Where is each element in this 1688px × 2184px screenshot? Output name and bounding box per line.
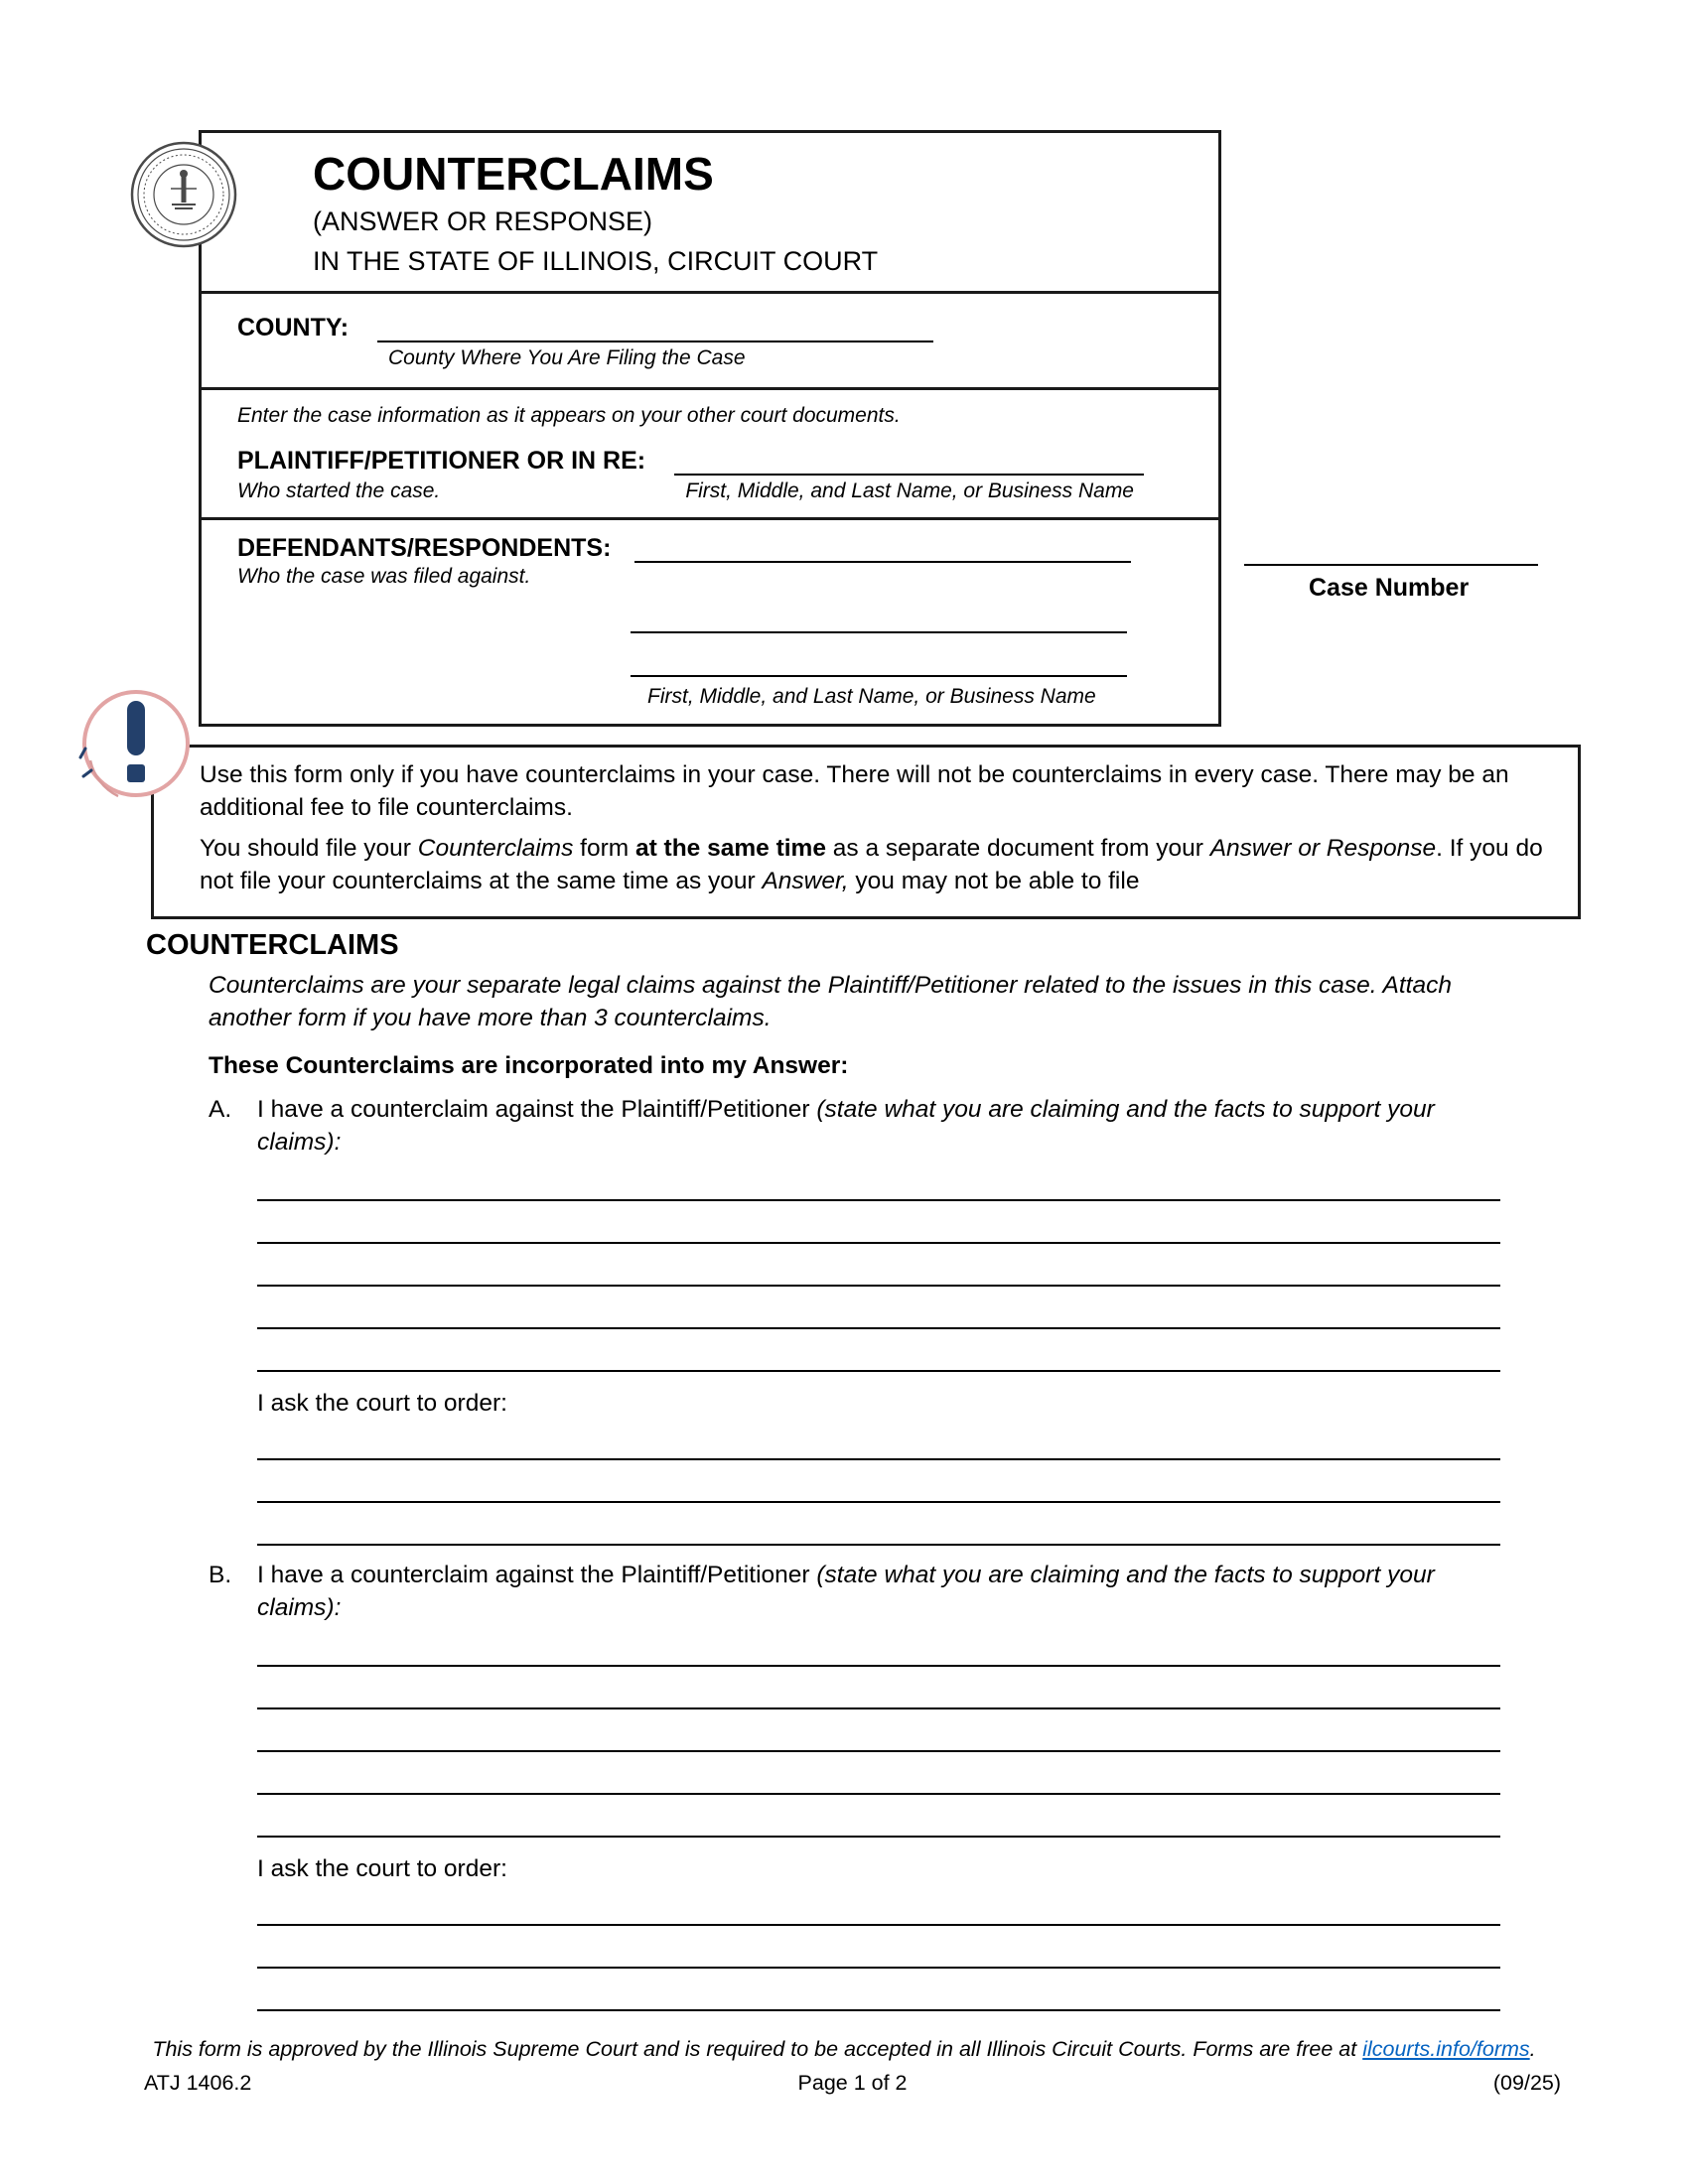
supreme-court-seal-icon [130, 141, 237, 248]
item-letter: B. [209, 1562, 232, 1589]
notice-text: . If you do not file your counterclaims at the same time as your [200, 835, 1543, 894]
case-info-instruction: Enter the case information as it appears on your other court documents. [237, 404, 901, 428]
writing-line[interactable] [257, 1709, 1500, 1752]
plaintiff-input-line[interactable] [674, 448, 1144, 476]
form-title: COUNTERCLAIMS [313, 148, 714, 200]
notice-italic: Counterclaims [417, 835, 574, 863]
claim-writing-area [257, 1624, 1564, 1838]
writing-line[interactable] [257, 1752, 1500, 1795]
writing-line[interactable] [257, 1926, 1500, 1969]
writing-line[interactable] [257, 1969, 1500, 2011]
form-number: ATJ 1406.2 [144, 2071, 252, 2095]
writing-line[interactable] [257, 1244, 1500, 1287]
writing-line[interactable] [257, 1624, 1500, 1667]
counterclaims-description: Counterclaims are your separate legal claims against the Plaintiff/Petitioner related to the issues in this case. Attach another form if you have more than 3 counterclaims. [209, 972, 1452, 1031]
county-section [202, 294, 1218, 390]
item-statement: I have a counterclaim against the Plaintiff/Petitioner (state what you are claiming and the facts to support your claims): [257, 1096, 1435, 1156]
page-number: Page 1 of 2 [797, 2071, 908, 2095]
counterclaim-item-a [144, 1094, 1564, 1546]
approval-text: This form is approved by the Illinois Supreme Court and is required to be accepted in all Illinois Circuit Courts. Forms are free at [152, 2037, 1363, 2061]
writing-line[interactable] [257, 1201, 1500, 1244]
incorporated-statement: These Counterclaims are incorporated into my Answer: [209, 1052, 849, 1080]
item-statement: I have a counterclaim against the Plaintiff/Petitioner (state what you are claiming and the facts to support your claims): [257, 1562, 1435, 1621]
writing-line[interactable] [257, 1159, 1500, 1201]
writing-line[interactable] [257, 1667, 1500, 1709]
plaintiff-section [202, 390, 1218, 520]
counterclaims-heading: COUNTERCLAIMS [146, 929, 399, 961]
footer [0, 2037, 1688, 2096]
case-number-input-line[interactable] [1244, 542, 1538, 566]
form-title-block [202, 133, 1218, 294]
notice-text: you may not be able to file [848, 867, 1140, 894]
plaintiff-name-caption: First, Middle, and Last Name, or Business Name [685, 479, 1134, 503]
case-number-label: Case Number [1309, 574, 1470, 602]
notice-paragraph-2 [200, 833, 1554, 897]
form-jurisdiction: IN THE STATE OF ILLINOIS, CIRCUIT COURT [313, 245, 879, 276]
plaintiff-label: PLAINTIFF/PETITIONER OR IN RE: [237, 447, 646, 476]
order-writing-area [257, 1883, 1564, 2011]
case-number-area [1244, 542, 1562, 603]
warning-exclamation-icon [77, 685, 195, 802]
writing-line[interactable] [257, 1287, 1500, 1329]
writing-line[interactable] [257, 1418, 1500, 1460]
order-label: I ask the court to order: [257, 1855, 507, 1883]
approval-statement [0, 2037, 1688, 2062]
defendants-label: DEFENDANTS/RESPONDENTS: [237, 533, 612, 562]
defendants-section [202, 520, 1218, 725]
notice-bold: at the same time [634, 835, 826, 863]
plaintiff-caption: Who started the case. [237, 479, 441, 503]
notice-italic: Answer or Response [1209, 835, 1437, 863]
writing-line[interactable] [257, 1883, 1500, 1926]
writing-line[interactable] [257, 1503, 1500, 1546]
writing-line[interactable] [257, 1460, 1500, 1503]
defendant-input-line-1[interactable] [634, 535, 1131, 563]
claim-writing-area [257, 1159, 1564, 1372]
form-subtitle: (ANSWER OR RESPONSE) [313, 205, 653, 236]
item-letter: A. [209, 1096, 232, 1124]
county-caption: County Where You Are Filing the Case [388, 345, 746, 369]
defendants-name-caption: First, Middle, and Last Name, or Business Name [647, 684, 1096, 708]
approval-period: . [1529, 2037, 1536, 2061]
defendant-input-line-2[interactable] [631, 606, 1127, 633]
notice-text: You should file your [200, 835, 418, 863]
order-writing-area [257, 1418, 1564, 1546]
revision-date: (09/25) [1492, 2071, 1562, 2095]
order-label: I ask the court to order: [257, 1390, 507, 1418]
notice-text: form [573, 835, 635, 863]
county-label: COUNTY: [237, 313, 350, 341]
notice-text: as a separate document from your [825, 835, 1210, 863]
notice-italic: Answer, [762, 867, 849, 894]
writing-line[interactable] [257, 1795, 1500, 1838]
defendant-input-line-3[interactable] [631, 649, 1127, 677]
notice-box [151, 745, 1581, 919]
notice-paragraph-1: Use this form only if you have counterclaims in your case. There will not be counterclaims in every case. There may be an additional fee to file counterclaims. [200, 761, 1509, 821]
defendants-caption: Who the case was filed against. [237, 564, 531, 588]
county-input-line[interactable] [377, 315, 933, 342]
counterclaims-section [144, 929, 1564, 2011]
forms-link[interactable]: ilcourts.info/forms [1362, 2037, 1530, 2061]
counterclaim-item-b [144, 1560, 1564, 2011]
case-caption-box [199, 130, 1221, 727]
writing-line[interactable] [257, 1329, 1500, 1372]
